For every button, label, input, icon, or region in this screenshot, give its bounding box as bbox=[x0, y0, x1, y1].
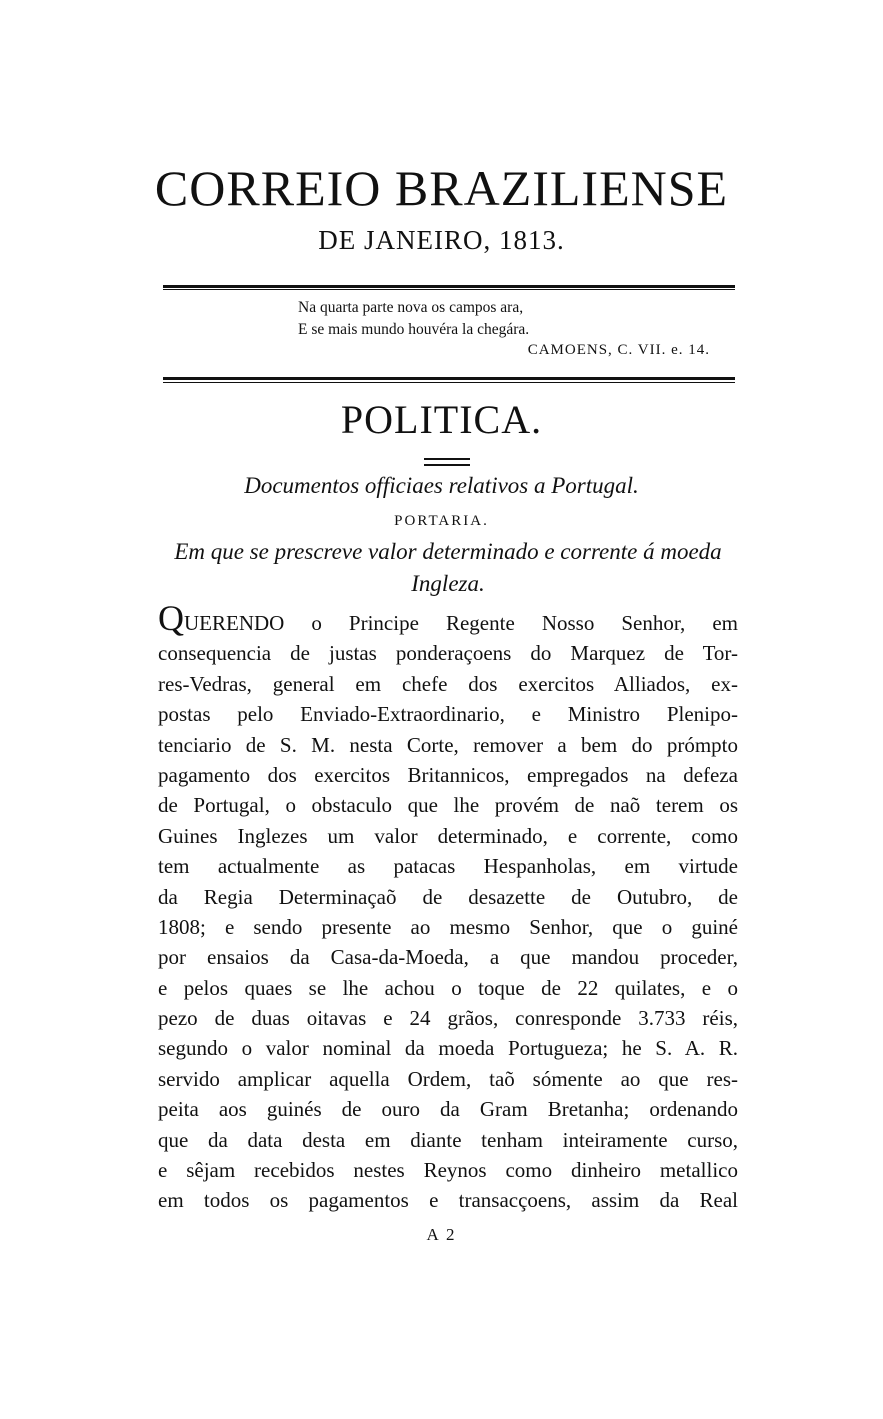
body-line: tenciario de S. M. nesta Corte, remover a bem do prómpto bbox=[158, 732, 738, 757]
body-line: de Portugal, o obstaculo que lhe provém de naõ terem os bbox=[158, 793, 738, 818]
epigraph-attribution: CAMOENS, C. VII. e. 14. bbox=[527, 342, 710, 358]
body-line: da Regia Determinaçaõ de desazette de Outubro, de bbox=[158, 884, 738, 909]
epigraph-line: Na quarta parte nova os campos ara, bbox=[298, 299, 524, 316]
body-line: res-Vedras, general em chefe dos exercitos Alliados, ex- bbox=[158, 671, 738, 696]
section-title: POLITICA. bbox=[340, 397, 543, 442]
body-line: e pelos quaes se lhe achou o toque de 22 quilates, e o bbox=[158, 975, 738, 1000]
double-rule-ornament bbox=[424, 458, 470, 466]
issue-date: DE JANEIRO, 1813. bbox=[318, 225, 565, 255]
top-rule-thin bbox=[163, 289, 735, 290]
body-line: peita aos guinés de ouro da Gram Bretanha; ordenando bbox=[158, 1097, 738, 1122]
body-line: pezo de duas oitavas e 24 grãos, conresponde 3.733 réis, bbox=[158, 1006, 738, 1031]
body-line: postas pelo Enviado-Extraordinario, e Ministro Plenipo- bbox=[158, 702, 738, 727]
section-subtitle: Documentos officiaes relativos a Portugal. bbox=[244, 473, 639, 498]
body-line: Guines Inglezes um valor determinado, e corrente, como bbox=[158, 823, 738, 848]
body-line: segundo o valor nominal da moeda Portugueza; he S. A. R. bbox=[158, 1036, 738, 1061]
top-rule bbox=[163, 285, 735, 288]
headline-line: Em que se prescreve valor determinado e corrente á moeda bbox=[174, 539, 722, 564]
body-line: servido amplicar aquella Ordem, taõ sómente ao que res- bbox=[158, 1066, 738, 1091]
body-line-text: UERENDO o Principe Regente Nosso Senhor, em bbox=[184, 611, 738, 635]
drop-cap: Q bbox=[158, 598, 184, 638]
body-line: e sêjam recebidos nestes Reynos como dinheiro metallico bbox=[158, 1158, 738, 1183]
body-line: tem actualmente as patacas Hespanholas, em virtude bbox=[158, 854, 738, 879]
document-headline bbox=[158, 536, 738, 600]
headline-line: Ingleza. bbox=[411, 571, 485, 596]
body-text bbox=[158, 598, 738, 1216]
body-line: por ensaios da Casa-da-Moeda, a que mandou proceder, bbox=[158, 945, 738, 970]
bottom-rule bbox=[163, 377, 735, 380]
document-label: PORTARIA. bbox=[394, 513, 489, 529]
epigraph bbox=[298, 297, 698, 341]
body-line: consequencia de justas ponderaçoens do Marquez de Tor- bbox=[158, 641, 738, 666]
body-line: em todos os pagamentos e transacçoens, assim da Real bbox=[158, 1188, 738, 1213]
body-line: que da data desta em diante tenham inteiramente curso, bbox=[158, 1127, 738, 1152]
body-line: pagamento dos exercitos Britannicos, empregados na defeza bbox=[158, 762, 738, 787]
body-line: 1808; e sendo presente ao mesmo Senhor, que o guiné bbox=[158, 914, 738, 939]
epigraph-line: E se mais mundo houvéra la chegára. bbox=[298, 321, 530, 338]
bottom-rule-thin bbox=[163, 382, 735, 383]
body-line bbox=[158, 598, 738, 638]
signature-mark: A 2 bbox=[426, 1225, 457, 1244]
masthead-title: CORREIO BRAZILIENSE bbox=[154, 160, 729, 216]
